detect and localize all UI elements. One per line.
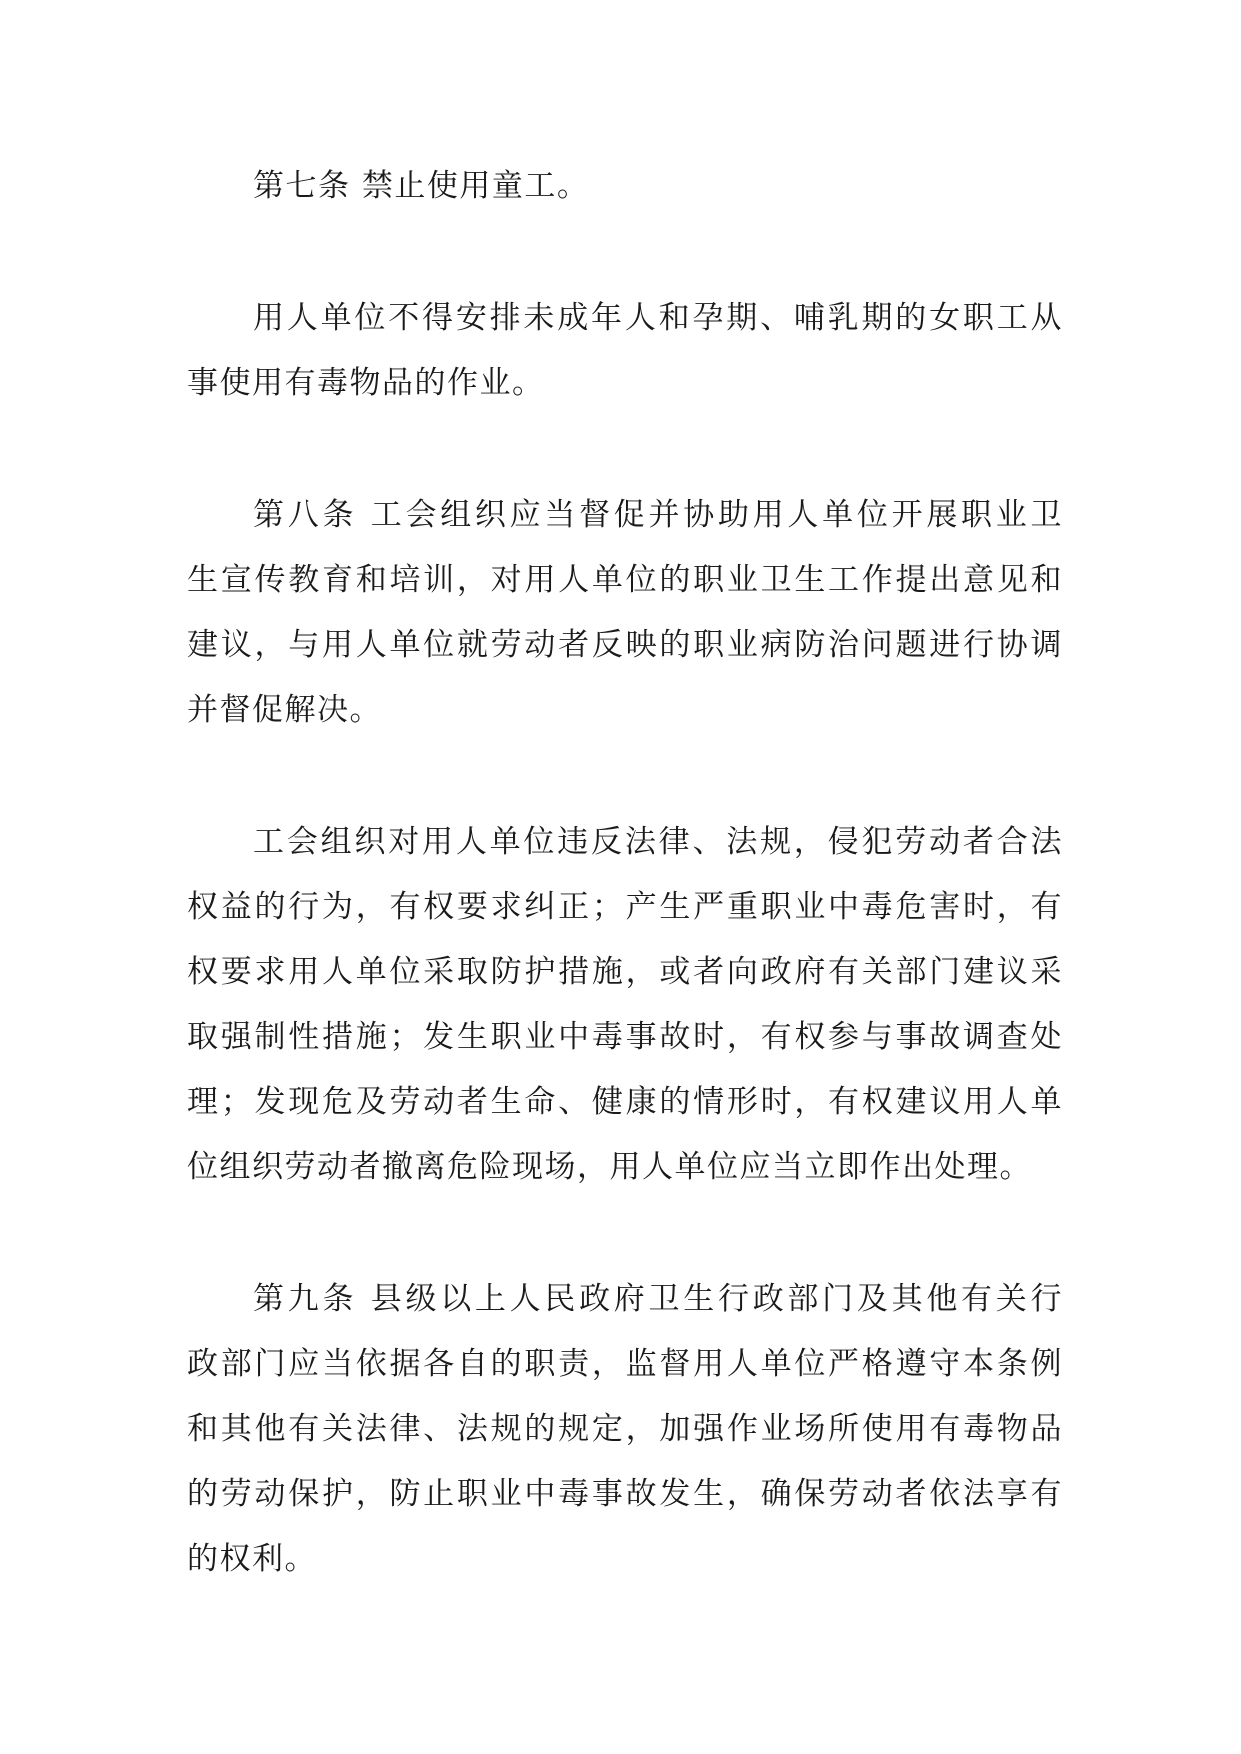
text-line: 取强制性措施；发生职业中毒事故时，有权参与事故调查处 — [187, 1019, 1063, 1055]
text-line: 权益的行为，有权要求纠正；产生严重职业中毒危害时，有 — [187, 889, 1063, 925]
text-line: 第七条 禁止使用童工。 — [253, 168, 590, 204]
article-8-paragraph — [187, 483, 1063, 743]
text-line: 理；发现危及劳动者生命、健康的情形时，有权建议用人单 — [187, 1084, 1063, 1120]
text-line: 第九条 县级以上人民政府卫生行政部门及其他有关行 — [253, 1281, 1063, 1317]
article-8-clause-2-paragraph — [187, 810, 1063, 1200]
article-7-paragraph — [187, 154, 1063, 219]
text-line: 用人单位不得安排未成年人和孕期、哺乳期的女职工从 — [253, 300, 1063, 336]
text-line: 并督促解决。 — [187, 692, 382, 728]
text-line: 权要求用人单位采取防护措施，或者向政府有关部门建议采 — [187, 954, 1063, 990]
text-line: 的权利。 — [187, 1541, 317, 1577]
text-line: 和其他有关法律、法规的规定，加强作业场所使用有毒物品 — [187, 1411, 1063, 1447]
text-line: 的劳动保护，防止职业中毒事故发生，确保劳动者依法享有 — [187, 1476, 1063, 1512]
text-line: 第八条 工会组织应当督促并协助用人单位开展职业卫 — [253, 497, 1063, 533]
text-line: 政部门应当依据各自的职责，监督用人单位严格遵守本条例 — [187, 1346, 1063, 1382]
text-line: 事使用有毒物品的作业。 — [187, 365, 545, 401]
text-line: 工会组织对用人单位违反法律、法规，侵犯劳动者合法 — [253, 824, 1063, 860]
article-7-clause-2-paragraph — [187, 286, 1063, 416]
text-line: 生宣传教育和培训，对用人单位的职业卫生工作提出意见和 — [187, 562, 1063, 598]
article-9-paragraph — [187, 1267, 1063, 1592]
text-line: 建议，与用人单位就劳动者反映的职业病防治问题进行协调 — [187, 627, 1063, 663]
text-line: 位组织劳动者撤离危险现场，用人单位应当立即作出处理。 — [187, 1149, 1032, 1185]
